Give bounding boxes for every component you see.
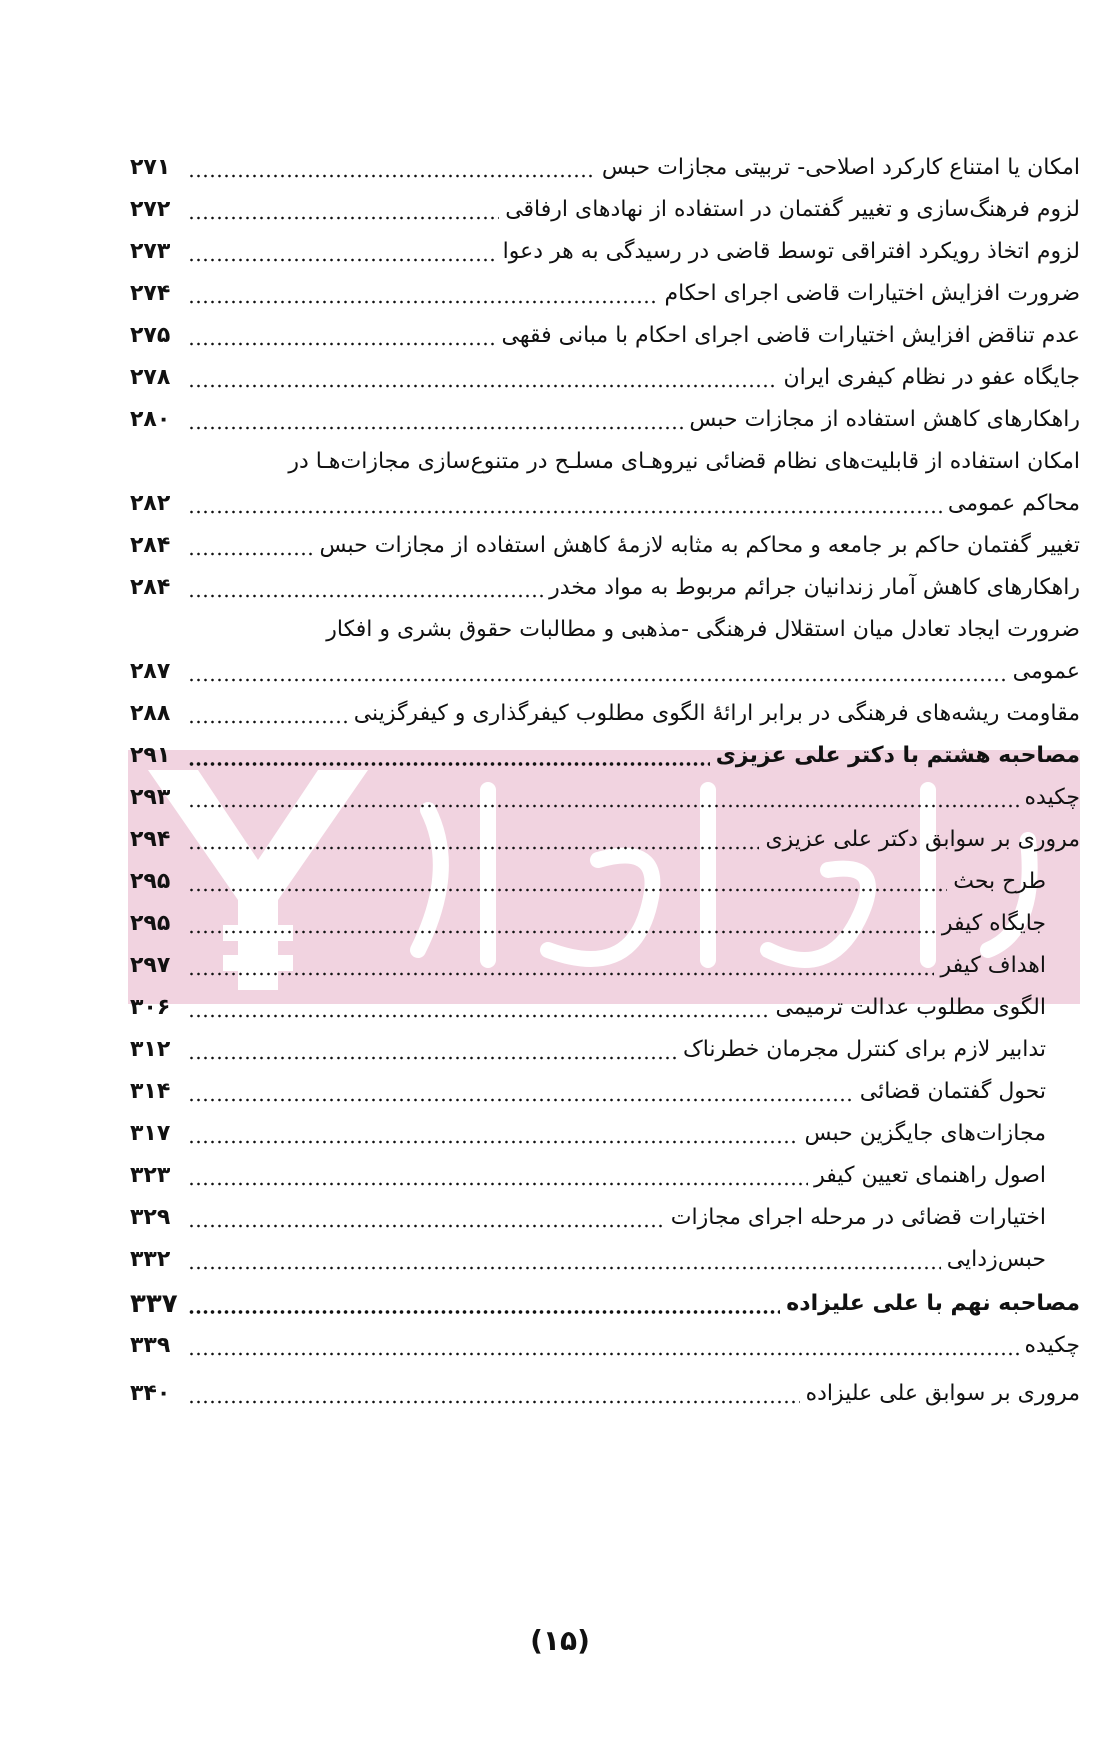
toc-page-number: ۲۷۵ <box>130 323 171 348</box>
toc-chapter-heading[interactable] <box>130 1284 1080 1324</box>
toc-entry[interactable] <box>130 1374 1080 1414</box>
toc-entry[interactable] <box>130 862 1080 902</box>
toc-page-number: ۲۸۲ <box>130 491 171 516</box>
toc-page-number: ۲۸۴ <box>130 575 171 600</box>
dot-leader <box>188 358 777 398</box>
toc-entry-title: راهکارهای کاهش استفاده از مجازات حبس <box>689 407 1080 432</box>
toc-page-number: ۲۷۲ <box>130 197 171 222</box>
toc-entry-title: مروری بر سوابق علی علیزاده <box>805 1381 1080 1406</box>
dot-leader <box>188 1374 800 1414</box>
dot-leader <box>188 316 496 356</box>
dot-leader <box>188 568 543 608</box>
toc-entry[interactable] <box>130 1240 1080 1280</box>
toc-entry[interactable] <box>130 484 1080 524</box>
toc-entry-title: جایگاه کیفر <box>941 911 1046 936</box>
toc-entry-title: حبس‌زدایی <box>946 1247 1046 1272</box>
toc-entry[interactable] <box>130 904 1080 944</box>
toc-page-number: ۲۹۷ <box>130 953 171 978</box>
toc-entry-title: مصاحبه هشتم با دکتر علی عزیزی <box>715 743 1080 768</box>
toc-entry-first-line[interactable]: ضرورت ایجاد تعادل میان استقلال فرهنگی -مذهبی و مطالبات حقوق بشری و افکار <box>326 617 1080 642</box>
toc-entry[interactable] <box>130 820 1080 860</box>
toc-entry[interactable] <box>130 652 1080 692</box>
toc-entry-title: لزوم اتخاذ رویکرد افتراقی توسط قاضی در رسیدگی به هر دعوا <box>502 239 1080 264</box>
toc-entry[interactable] <box>130 526 1080 566</box>
toc-page-number: ۲۹۱ <box>130 743 171 768</box>
toc-entry[interactable] <box>130 148 1080 188</box>
toc-entry-title: جایگاه عفو در نظام کیفری ایران <box>783 365 1080 390</box>
toc-entry-title: طرح بحث <box>953 869 1046 894</box>
toc-entry[interactable] <box>130 400 1080 440</box>
toc-entry-title: تحول گفتمان قضائی <box>859 1079 1046 1104</box>
toc-entry-title: امکان یا امتناع کارکرد اصلاحی- تربیتی مجازات حبس <box>601 155 1080 180</box>
toc-page-number: ۲۹۴ <box>130 827 171 852</box>
toc-entry-title: اصول راهنمای تعیین کیفر <box>814 1163 1046 1188</box>
toc-entry[interactable] <box>130 778 1080 818</box>
dot-leader <box>188 1114 798 1154</box>
toc-entry-title: محاکم عمومی <box>947 491 1080 516</box>
toc-entry-title: مروری بر سوابق دکتر علی عزیزی <box>765 827 1080 852</box>
toc-entry-title: تغییر گفتمان حاکم بر جامعه و محاکم به مثابه لازمهٔ کاهش استفاده از مجازات حبس <box>319 533 1080 558</box>
toc-entry-title: اختیارات قضائی در مرحله اجرای مجازات <box>670 1205 1046 1230</box>
toc-entry-title: مجازات‌های جایگزین حبس <box>804 1121 1046 1146</box>
toc-entry[interactable] <box>130 1072 1080 1112</box>
toc-entry-title: ضرورت افزایش اختیارات قاضی اجرای احکام <box>664 281 1080 306</box>
toc-entry-title: چکیده <box>1024 785 1080 810</box>
toc-page-number: ۲۹۳ <box>130 785 171 810</box>
toc-page-number: ۲۷۱ <box>130 155 171 180</box>
toc-page-number: ۳۱۲ <box>130 1037 171 1062</box>
toc-entry[interactable] <box>130 568 1080 608</box>
toc-entry[interactable] <box>130 358 1080 398</box>
toc-entry[interactable] <box>130 1326 1080 1366</box>
page-number-footer: (۱۵) <box>530 1624 590 1657</box>
dot-leader <box>188 232 497 272</box>
toc-page-number: ۲۸۷ <box>130 659 171 684</box>
dot-leader <box>188 526 313 566</box>
toc-page-number: ۳۱۷ <box>130 1121 171 1146</box>
toc-chapter-heading[interactable] <box>130 736 1080 776</box>
toc-entry-first-line[interactable]: امکان استفاده از قابلیت‌های نظام قضائی نیروهـای مسلـح در متنوع‌سازی مجازات‌هـا در <box>288 449 1080 474</box>
dot-leader <box>188 862 947 902</box>
toc-page-number: ۲۹۵ <box>130 869 171 894</box>
dot-leader <box>188 1198 665 1238</box>
toc-page-number: ۳۳۷ <box>130 1289 178 1319</box>
toc-page-number: ۳۴۰ <box>130 1381 171 1406</box>
toc-page-number: ۳۳۹ <box>130 1333 171 1358</box>
toc-entry-title: لزوم فرهنگ‌سازی و تغییر گفتمان در استفاده از نهادهای ارفاقی <box>505 197 1080 222</box>
toc-entry-title: الگوی مطلوب عدالت ترمیمی <box>775 995 1046 1020</box>
toc-entry[interactable] <box>130 988 1080 1028</box>
toc-page-number: ۳۳۲ <box>130 1247 171 1272</box>
toc-page-number: ۲۸۴ <box>130 533 171 558</box>
dot-leader <box>188 946 934 986</box>
toc-entry[interactable] <box>130 1198 1080 1238</box>
toc-page-number: ۳۰۶ <box>130 995 171 1020</box>
toc-entry-title: اهداف کیفر <box>940 953 1046 978</box>
toc-entry-title: عدم تناقض افزایش اختیارات قاضی اجرای احکام با مبانی فقهی <box>501 323 1080 348</box>
toc-entry[interactable] <box>130 232 1080 272</box>
dot-leader <box>188 652 1007 692</box>
dot-leader <box>188 820 759 860</box>
toc-page-number: ۲۷۳ <box>130 239 171 264</box>
toc-entry-title: چکیده <box>1024 1333 1080 1358</box>
toc-entry-title: عمومی <box>1012 659 1080 684</box>
toc-entry-title: تدابیر لازم برای کنترل مجرمان خطرناک <box>683 1037 1046 1062</box>
dot-leader <box>188 1156 808 1196</box>
toc-page-number: ۲۹۵ <box>130 911 171 936</box>
toc-entry-title: مقاومت ریشه‌های فرهنگی در برابر ارائهٔ الگوی مطلوب کیفرگذاری و کیفرگزینی <box>353 701 1080 726</box>
toc-entry-title: راهکارهای کاهش آمار زندانیان جرائم مربوط به مواد مخدر <box>549 575 1080 600</box>
dot-leader <box>188 988 769 1028</box>
toc-page-number: ۲۸۰ <box>130 407 171 432</box>
dot-leader <box>188 736 710 776</box>
toc-entry[interactable] <box>130 1114 1080 1154</box>
toc-entry[interactable] <box>130 274 1080 314</box>
toc-page-number: ۳۲۹ <box>130 1205 171 1230</box>
toc-entry[interactable] <box>130 694 1080 734</box>
dot-leader <box>188 148 596 188</box>
dot-leader <box>188 274 658 314</box>
dot-leader <box>188 1072 854 1112</box>
toc-entry[interactable] <box>130 946 1080 986</box>
dot-leader <box>188 190 499 230</box>
toc-page-number: ۳۲۳ <box>130 1163 171 1188</box>
toc-entry[interactable] <box>130 1156 1080 1196</box>
toc-entry[interactable] <box>130 190 1080 230</box>
dot-leader <box>188 400 683 440</box>
dot-leader <box>188 1030 677 1070</box>
dot-leader <box>188 1284 780 1324</box>
toc-entry[interactable] <box>130 316 1080 356</box>
dot-leader <box>188 484 942 524</box>
dot-leader <box>188 1326 1019 1366</box>
dot-leader <box>188 694 348 734</box>
toc-page-number: ۲۷۸ <box>130 365 171 390</box>
toc-page-number: ۳۱۴ <box>130 1079 171 1104</box>
toc-page-number: ۲۸۸ <box>130 701 171 726</box>
dot-leader <box>188 1240 941 1280</box>
toc-page-number: ۲۷۴ <box>130 281 171 306</box>
dot-leader <box>188 778 1019 818</box>
toc-entry-title: مصاحبه نهم با علی علیزاده <box>786 1291 1080 1316</box>
dot-leader <box>188 904 936 944</box>
toc-entry[interactable] <box>130 1030 1080 1070</box>
